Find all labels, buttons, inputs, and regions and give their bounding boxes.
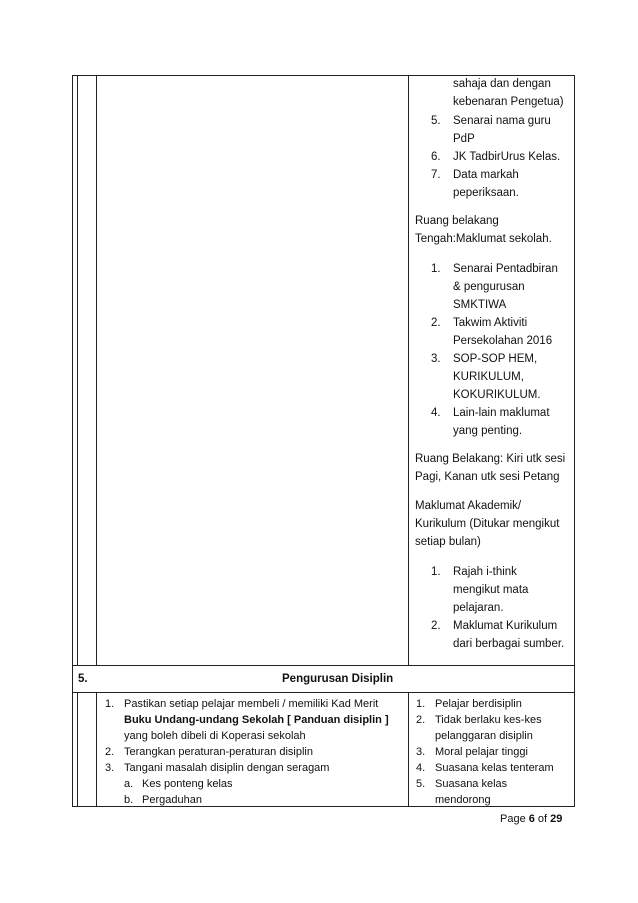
total-pages: 29 [550,813,563,825]
table-left-border-outer [72,75,73,807]
paragraph-line: setiap bulan) [415,536,481,548]
list-number: 6. [431,151,441,163]
list-item-text: Senarai nama guru [453,115,551,127]
list-item-text: Lain-lain maklumat [453,407,550,419]
column-divider-2 [408,75,409,665]
page-prefix: Page [500,813,529,825]
list-number: 5. [431,115,441,127]
list-number: 4. [431,407,441,419]
list-number: 7. [431,169,441,181]
list-number: 2. [431,317,441,329]
page-of: of [534,813,551,825]
list-item-text: kebenaran Pengetua) [453,96,564,108]
table-left-border-inner-bottom [77,692,78,806]
list-item-text: Data markah [453,169,519,181]
list-number: 1. [416,698,426,710]
list-item-text: Pastikan setiap pelajar membeli / memiliki Kad Merit [124,698,379,710]
list-item-text: Tidak berlaku kes-kes [435,714,542,726]
list-number: 1. [431,263,441,275]
paragraph-line: Maklumat Akademik/ [415,500,522,512]
list-item-text-bold: Buku Undang-undang Sekolah [ Panduan disiplin ] [124,714,389,726]
list-letter: a. [124,778,134,790]
list-number: 3. [431,353,441,365]
list-item-text: Senarai Pentadbiran [453,263,558,275]
list-item-text: dari berbagai sumber. [453,638,565,650]
list-item-text: SOP-SOP HEM, [453,353,538,365]
list-item-text: mendorong [435,794,491,806]
list-number: 1. [105,698,115,710]
section-number: 5. [78,673,88,685]
column-divider-1 [96,75,97,665]
paragraph-line: Ruang Belakang: Kiri utk sesi [415,453,566,465]
section-row-top-border [72,665,575,666]
list-item-text: Rajah i-think [453,566,517,578]
table-left-border-inner [77,75,78,665]
list-number: 1. [431,566,441,578]
list-number: 3. [105,762,115,774]
paragraph-line: Tengah:Maklumat sekolah. [415,233,552,245]
list-number: 2. [416,714,426,726]
list-item-text: & pengurusan [453,281,525,293]
column-divider-2-bottom [408,692,409,806]
list-item-text: Suasana kelas tenteram [435,762,554,774]
list-item-text: Pergaduhan [142,794,202,806]
list-item-text: PdP [453,133,475,145]
list-item-text: Moral pelajar tinggi [435,746,528,758]
list-item-text: yang penting. [453,425,523,437]
list-item-text: sahaja dan dengan [453,78,551,90]
paragraph-line: Kurikulum (Ditukar mengikut [415,518,560,530]
list-item-text: JK TadbirUrus Kelas. [453,151,561,163]
list-number: 2. [431,620,441,632]
page-number [500,811,562,827]
table-right-border [574,75,575,807]
list-item-text: KURIKULUM, [453,371,524,383]
list-item-text: yang boleh dibeli di Koperasi sekolah [124,730,306,742]
list-item-text: Maklumat Kurikulum [453,620,558,632]
list-number: 5. [416,778,426,790]
list-letter: b. [124,794,134,806]
section-row-bottom-border [72,692,575,693]
list-item-text: mengikut mata [453,584,529,596]
list-item-text: pelajaran. [453,602,504,614]
list-number: 3. [416,746,426,758]
list-item-text: Pelajar berdisiplin [435,698,522,710]
list-item-text: SMKTIWA [453,299,507,311]
list-item-text: Takwim Aktiviti [453,317,528,329]
column-divider-1-bottom [96,692,97,806]
current-page: 6 [528,813,535,825]
section-title: Pengurusan Disiplin [282,673,394,685]
list-number: 2. [105,746,115,758]
list-item-text: Persekolahan 2016 [453,335,553,347]
list-item-text: Terangkan peraturan-peraturan disiplin [124,746,313,758]
list-item-text: KOKURIKULUM. [453,389,541,401]
paragraph-line: Pagi, Kanan utk sesi Petang [415,471,560,483]
paragraph-line: Ruang belakang [415,215,499,227]
list-item-text: Suasana kelas [435,778,508,790]
list-item-text: pelanggaran disiplin [435,730,533,742]
list-item-text: peperiksaan. [453,187,519,199]
list-item-text: Kes ponteng kelas [142,778,233,790]
list-number: 4. [416,762,426,774]
list-item-text: Tangani masalah disiplin dengan seragam [124,762,330,774]
